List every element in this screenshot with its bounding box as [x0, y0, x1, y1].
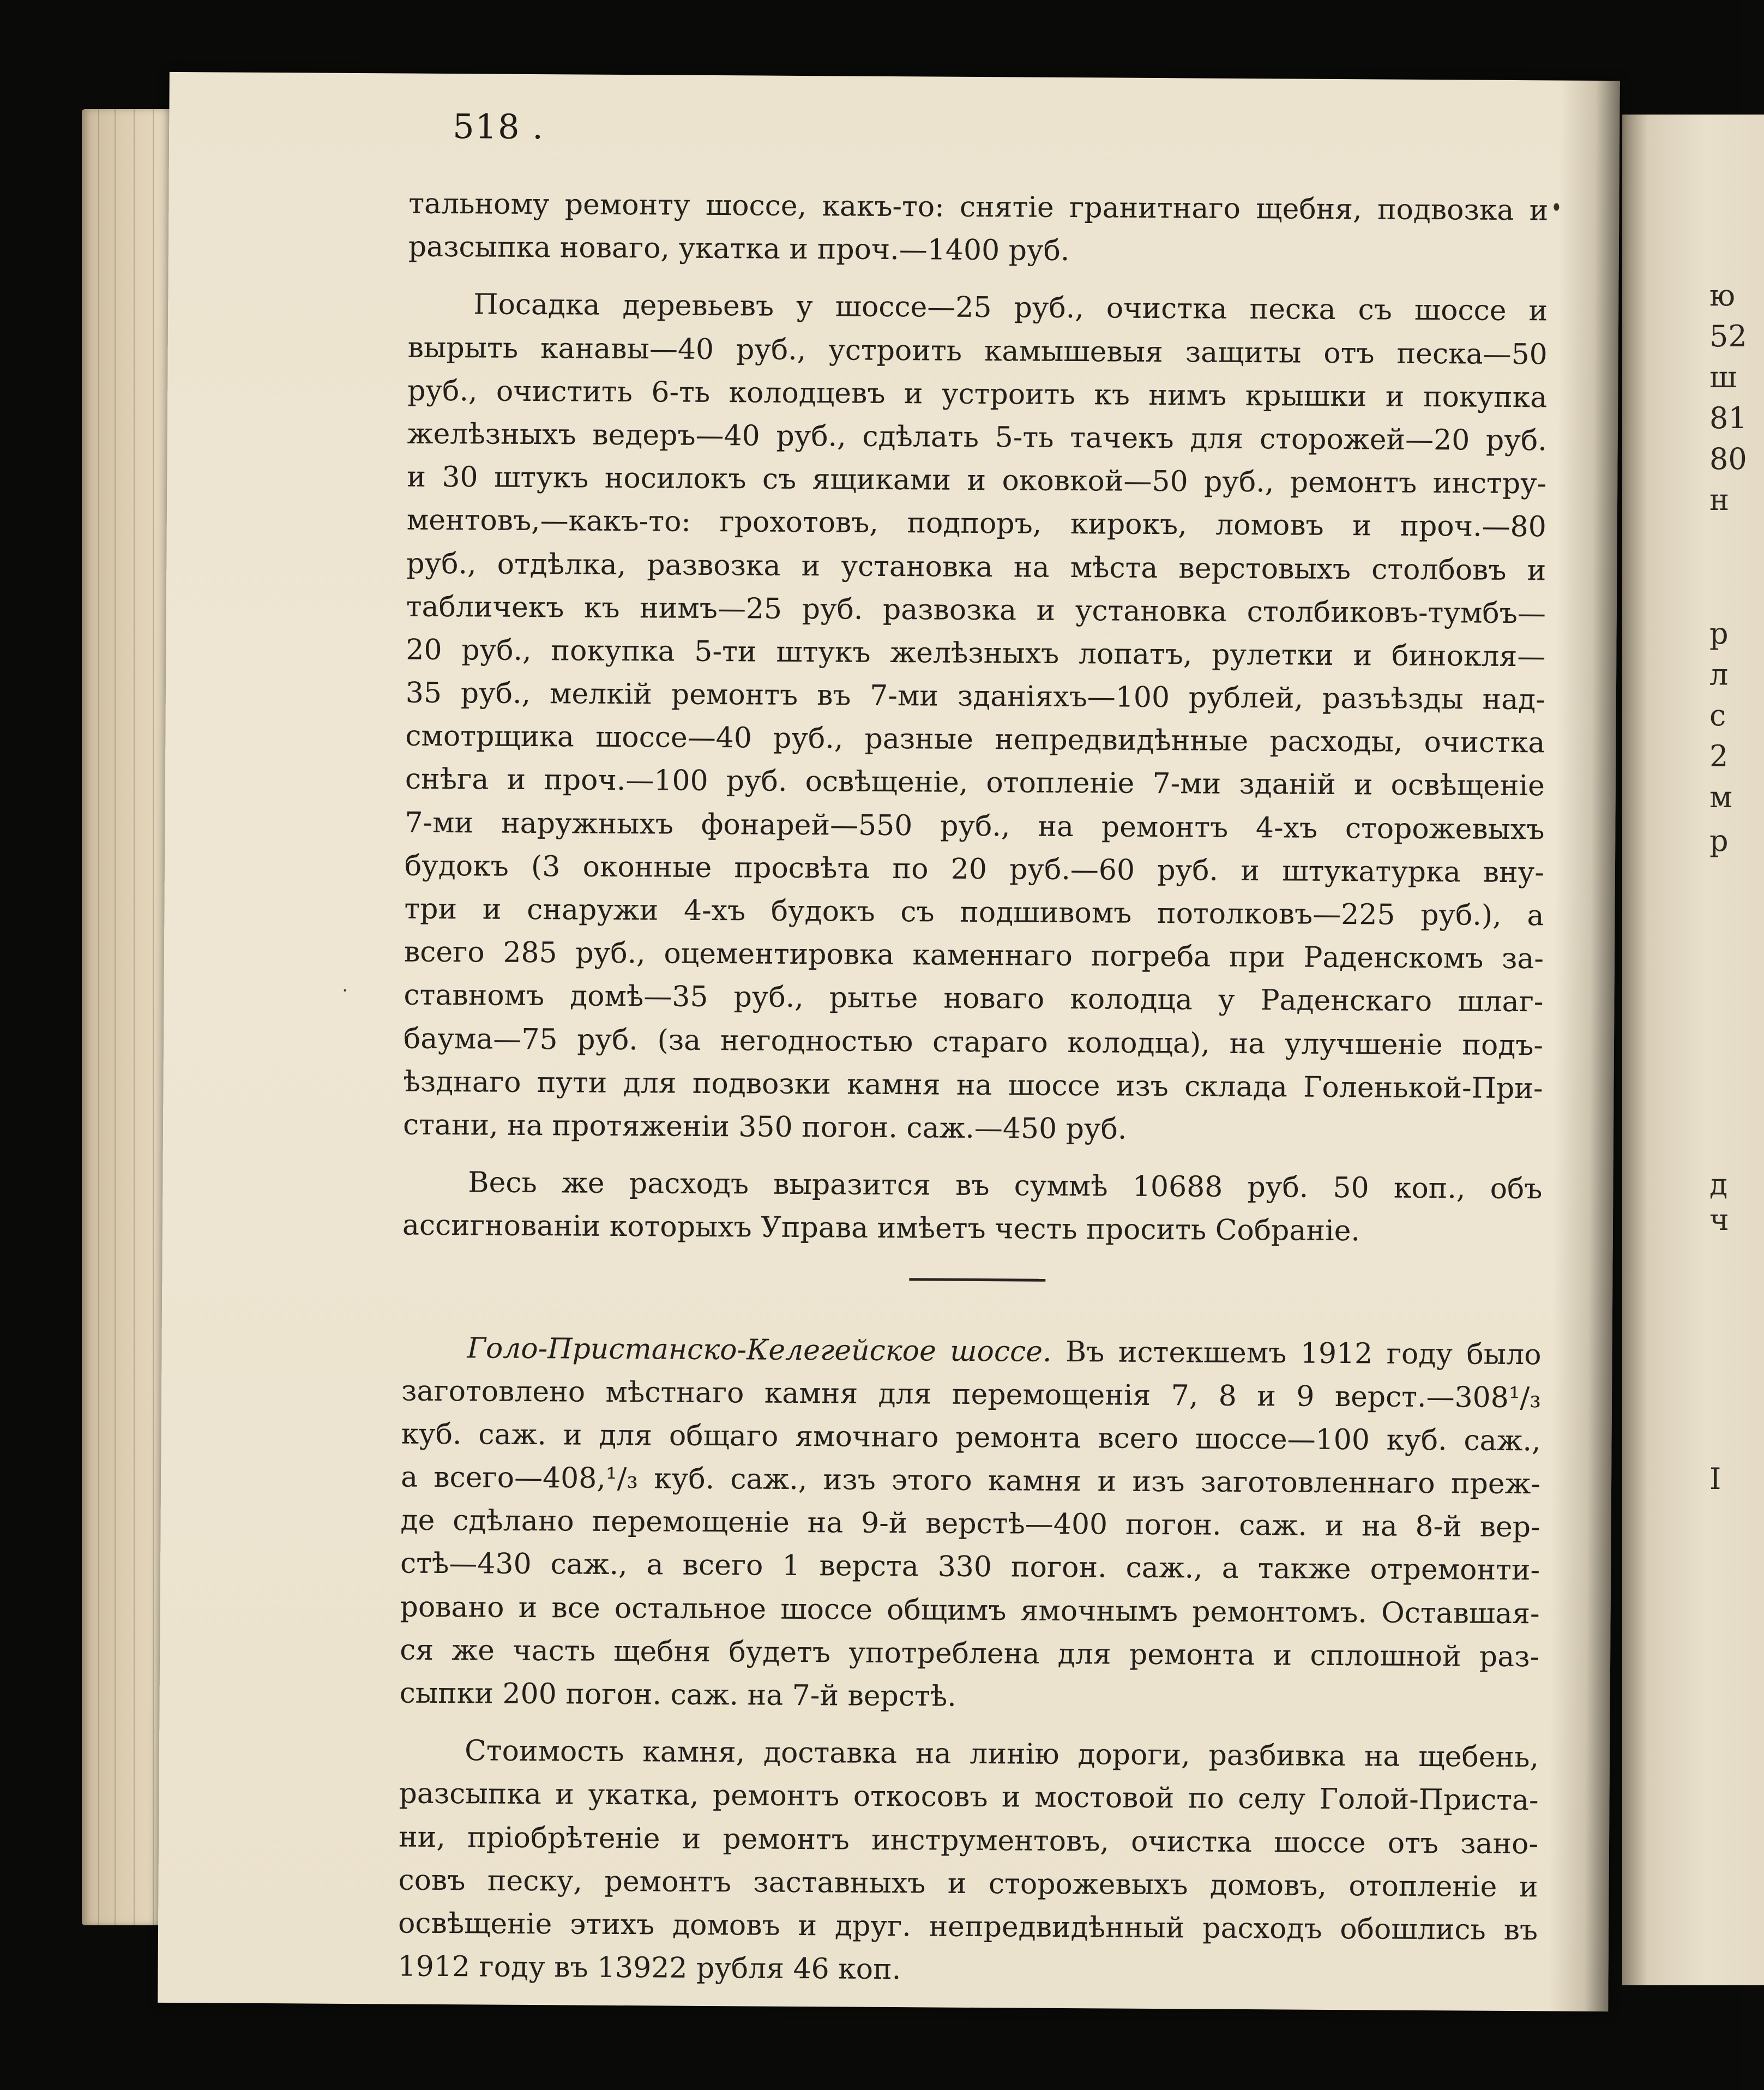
- text-line: ментовъ,—какъ-то: грохотовъ, подпоръ, кирокъ, ломовъ и проч.—80: [406, 503, 1546, 544]
- text-line: 35 руб., мелкій ремонтъ въ 7-ми зданіяхъ—100 рублей, разъѣзды над-: [405, 676, 1546, 717]
- text-line: смотрщика шоссе—40 руб., разные непредвидѣнные расходы, очистка: [405, 719, 1545, 760]
- text-line: вырыть канавы—40 руб., устроить камышевыя защиты отъ песка—50: [407, 331, 1548, 371]
- text-line: 20 руб., покупка 5-ти штукъ желѣзныхъ лопатъ, рулетки и бинокля—: [406, 633, 1546, 674]
- text-line: стѣ—430 саж., а всего 1 верста 330 погон. саж., а также отремонти-: [400, 1547, 1540, 1587]
- page-number: 518 .: [453, 106, 545, 147]
- page-text: [398, 183, 1548, 1996]
- text-line: освѣщеніе этихъ домовъ и друг. непредвидѣнный расходъ обошлись въ: [398, 1907, 1538, 1947]
- adjacent-fragment: 2: [1709, 739, 1729, 773]
- adjacent-fragment: ш: [1709, 360, 1737, 394]
- text-line: а всего—408,¹/₃ куб. саж., изъ этого камня и изъ заготовленнаго преж-: [400, 1461, 1541, 1501]
- adjacent-fragment: д: [1709, 1167, 1728, 1202]
- book-page: [158, 72, 1620, 2011]
- text-line: руб., отдѣлка, развозка и установка на мѣста верстовыхъ столбовъ и: [406, 547, 1546, 587]
- text-line: будокъ (3 оконные просвѣта по 20 руб.—60 руб. и штукатурка вну-: [404, 849, 1545, 890]
- text-line: разсыпка новаго, укатка и проч.—1400 руб.: [408, 230, 1070, 268]
- adjacent-fragment: 80: [1709, 442, 1747, 476]
- text-line: ассигнованіи которыхъ Управа имѣетъ честь просить Собраніе.: [402, 1209, 1360, 1248]
- text-line: ставномъ домѣ—35 руб., рытье новаго колодца у Раденскаго шлаг-: [404, 978, 1544, 1019]
- text-line: и 30 штукъ носилокъ съ ящиками и оковкой—50 руб., ремонтъ инстру-: [407, 460, 1547, 501]
- adjacent-fragment: н: [1709, 483, 1729, 517]
- text-line: всего 285 руб., оцементировка каменнаго погреба при Раденскомъ за-: [404, 935, 1544, 976]
- text-line: желѣзныхъ ведеръ—40 руб., сдѣлать 5-ть тачекъ для сторожей—20 руб.: [407, 417, 1547, 458]
- text-line: сыпки 200 погон. саж. на 7-й верстѣ.: [399, 1677, 956, 1713]
- adjacent-fragment: 52: [1709, 319, 1747, 353]
- adjacent-fragment: м: [1709, 780, 1733, 814]
- text-line: Посадка деревьевъ у шоссе—25 руб., очистка песка съ шоссе и: [473, 288, 1548, 328]
- text-line: ровано и все остальное шоссе общимъ ямочнымъ ремонтомъ. Оставшая-: [400, 1590, 1540, 1630]
- adjacent-page: [1622, 115, 1764, 1985]
- text-line: ся же часть щебня будетъ употреблена для ремонта и сплошной раз-: [399, 1633, 1540, 1674]
- section-divider: [909, 1278, 1045, 1282]
- text-line: [401, 1326, 1541, 1377]
- text-line: 7-ми наружныхъ фонарей—550 руб., на ремонтъ 4-хъ сторожевыхъ: [405, 806, 1545, 846]
- text-line: табличекъ къ нимъ—25 руб. развозка и установка столбиковъ-тумбъ—: [406, 590, 1546, 630]
- text-line: Стоимость камня, доставка на линію дороги, разбивка на щебень,: [464, 1734, 1539, 1774]
- text-line: баума—75 руб. (за негодностью стараго колодца), на улучшеніе подъ-: [403, 1022, 1544, 1062]
- adjacent-fragment: 81: [1709, 401, 1747, 435]
- text-line: три и снаружи 4-хъ будокъ съ подшивомъ потолковъ—225 руб.), а: [404, 892, 1544, 933]
- text-line-rest: Въ истекшемъ 1912 году было: [1051, 1335, 1542, 1371]
- adjacent-fragment: л: [1709, 657, 1729, 692]
- adjacent-fragment: р: [1709, 616, 1729, 651]
- paper-speck: [1554, 203, 1559, 211]
- text-line: Весь же расходъ выразится въ суммѣ 10688 руб. 50 коп., объ: [468, 1166, 1543, 1206]
- text-line: ни, пріобрѣтеніе и ремонтъ инструментовъ, очистка шоссе отъ зано-: [398, 1821, 1539, 1860]
- adjacent-fragment: I: [1709, 1462, 1721, 1496]
- page-gutter-shadow: [1548, 80, 1620, 2011]
- text-line: заготовлено мѣстнаго камня для перемощенія 7, 8 и 9 верст.—308¹/₃: [401, 1374, 1542, 1415]
- text-line: снѣга и проч.—100 руб. освѣщеніе, отопленіе 7-ми зданій и освѣщеніе: [405, 763, 1545, 803]
- adjacent-fragment: ю: [1709, 278, 1736, 313]
- text-line: стани, на протяженіи 350 погон. саж.—450 руб.: [402, 1108, 1127, 1146]
- adjacent-fragment: с: [1709, 698, 1726, 732]
- text-line: ѣзднаго пути для подвозки камня на шоссе изъ склада Голенькой-При-: [403, 1065, 1543, 1106]
- text-line: 1912 году въ 13922 рубля 46 коп.: [398, 1950, 901, 1986]
- text-line: де сдѣлано перемощеніе на 9-й верстѣ—400 погон. саж. и на 8-й вер-: [400, 1504, 1540, 1544]
- text-line: разсыпка и укатка, ремонтъ откосовъ и мостовой по селу Голой-Приста-: [399, 1777, 1539, 1817]
- text-line: куб. саж. и для общаго ямочнаго ремонта всего шоссе—100 куб. саж.,: [401, 1418, 1541, 1458]
- text-line: совъ песку, ремонтъ заставныхъ и сторожевыхъ домовъ, отопленіе и: [398, 1864, 1538, 1904]
- text-line: руб., очистить 6-ть колодцевъ и устроить къ нимъ крышки и покупка: [407, 374, 1548, 415]
- section-heading: Голо-Пристанско-Келегейское шоссе.: [467, 1331, 1052, 1368]
- text-line: тальному ремонту шоссе, какъ-то: снятіе гранитнаго щебня, подвозка и: [408, 187, 1549, 227]
- paper-speck: [344, 989, 346, 992]
- adjacent-fragment: ч: [1709, 1203, 1729, 1237]
- adjacent-fragment: р: [1709, 824, 1729, 858]
